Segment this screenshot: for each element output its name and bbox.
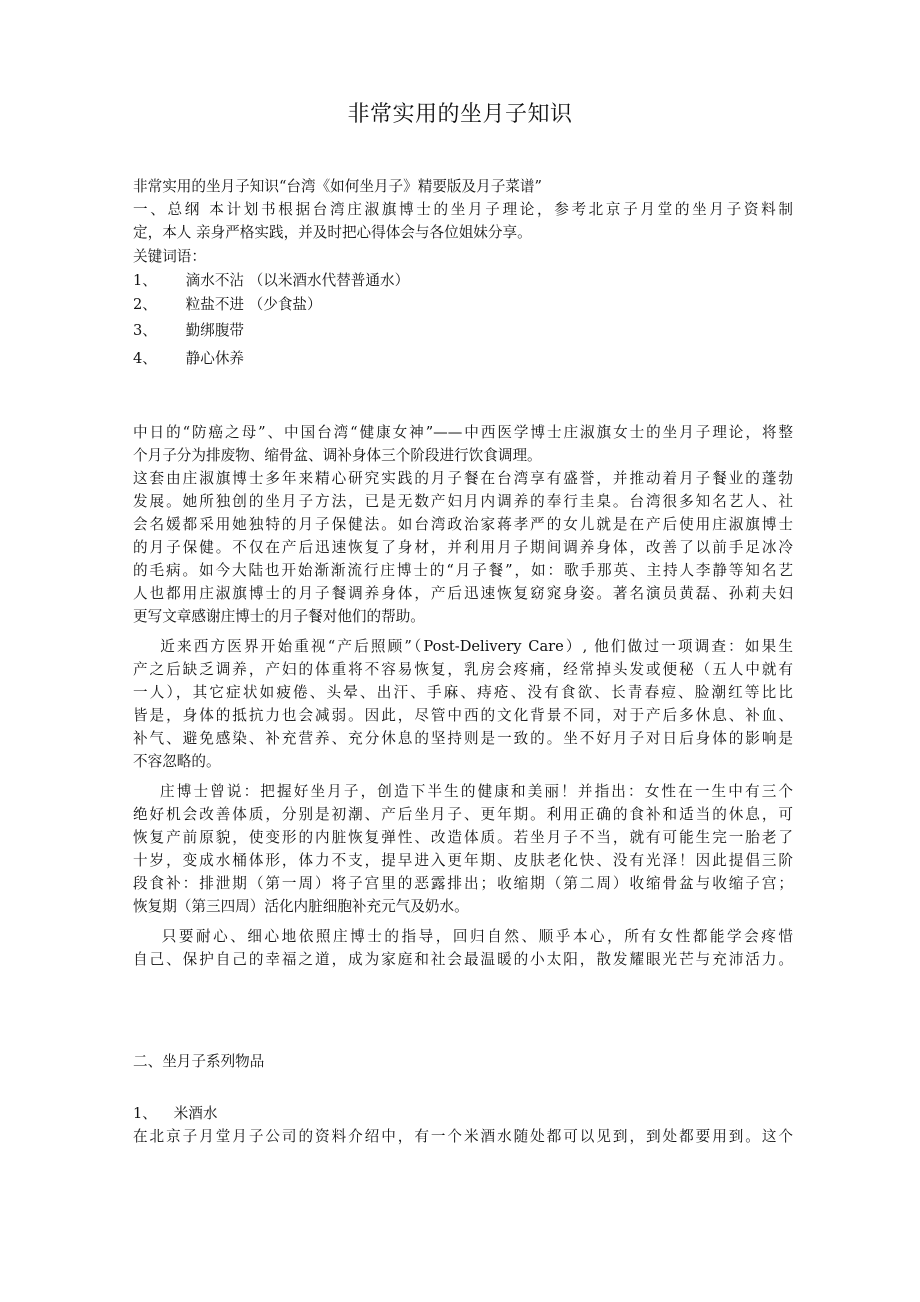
list-item	[133, 1103, 793, 1125]
item-title: 米酒水	[173, 1105, 218, 1122]
body-line: 个月子分为排废物、缩骨盆、调补身体三个阶段进行饮食调理。	[133, 447, 542, 464]
overview-line-2: 定，本人 亲身严格实践，并及时把心得体会与各位姐妹分享。	[133, 224, 532, 241]
keyword-item	[133, 294, 793, 316]
body-line: 的毛病。如今大陆也开始渐渐流行庄博士的“月子餐”，如：歌手那英、主持人李静等知名艺	[133, 562, 793, 579]
body-line: 只要耐心、细心地依照庄博士的指导，回归自然、顺乎本心，所有女性都能学会疼惜	[133, 928, 793, 945]
body-line: 更写文章感谢庄博士的月子餐对他们的帮助。	[133, 608, 425, 625]
body-line: 发展。她所独创的坐月子方法，已是无数产妇月内调养的奉行圭臬。台湾很多知名艺人、社	[133, 493, 793, 510]
keyword-number: 2、	[133, 296, 157, 313]
section-heading: 二、坐月子系列物品	[133, 1053, 265, 1070]
body-line: 段食补：排泄期（第一周）将子宫里的恶露排出；收缩期（第二周）收缩骨盆与收缩子宫；	[133, 875, 793, 892]
keyword-number: 1、	[133, 272, 157, 289]
body-line: 恢复期（第三四周）活化内脏细胞补充元气及奶水。	[133, 898, 469, 915]
keyword-text: 勤绑腹带	[185, 322, 245, 339]
body-line: 补气、避免感染、补充营养、充分休息的坚持则是一致的。坐不好月子对日后身体的影响是	[133, 730, 793, 747]
item-number: 1、	[133, 1105, 157, 1122]
body-line: 自己、保护自己的幸福之道，成为家庭和社会最温暖的小太阳，散发耀眼光芒与充沛活力。	[133, 951, 793, 968]
keyword-item	[133, 320, 793, 342]
body-line: 恢复产前原貌，使变形的内脏恢复弹性、改造体质。若坐月子不当，就有可能生完一胎老了	[133, 829, 793, 846]
body-line: 庄博士曾说：把握好坐月子，创造下半生的健康和美丽！并指出：女性在一生中有三个	[133, 783, 793, 800]
body-line: 的月子保健。不仅在产后迅速恢复了身材，并利用月子期间调养身体，改善了以前手足冰冷	[133, 539, 793, 556]
keyword-item	[133, 348, 793, 370]
body-line: 不容忽略的。	[133, 753, 221, 770]
body-line: 一人），其它症状如疲倦、头晕、出汗、手麻、痔疮、没有食欲、长青春痘、脸潮红等比比	[133, 684, 793, 701]
body-line: 在北京子月堂月子公司的资料介绍中，有一个米酒水随处都可以见到，到处都要用到。这个	[133, 1128, 793, 1145]
body-line: 十岁，变成水桶体形，体力不支，提早进入更年期、皮肤老化快、没有光泽！因此提倡三阶	[133, 852, 793, 869]
body-line: 人也都用庄淑旗博士的月子餐调养身体，产后迅速恢复窈窕身姿。著名演员黄磊、孙莉夫妇	[133, 585, 793, 602]
body-line: 这套由庄淑旗博士多年来精心研究实践的月子餐在台湾享有盛誉，并推动着月子餐业的蓬勃	[133, 470, 793, 487]
keyword-text: 粒盐不进 （少食盐）	[185, 296, 322, 313]
keyword-item	[133, 270, 793, 292]
body-line: 皆是，身体的抵抗力也会减弱。因此，尽管中西的文化背景不同，对于产后多休息、补血、	[133, 707, 793, 724]
subtitle-line: 非常实用的坐月子知识“台湾《如何坐月子》精要版及月子菜谱”	[133, 178, 542, 195]
body-line: 近来西方医界开始重视“产后照顾”（Post-Delivery Care）, 他们做过一项调查：如果生	[133, 638, 793, 655]
keyword-text: 静心休养	[185, 350, 245, 367]
keyword-text: 滴水不沾 （以米酒水代替普通水）	[185, 272, 410, 289]
body-line: 中日的“防癌之母”、中国台湾“健康女神”——中西医学博士庄淑旗女士的坐月子理论，将整	[133, 424, 793, 441]
overview-line-1: 一、总纲 本计划书根据台湾庄淑旗博士的坐月子理论，参考北京子月堂的坐月子资料制	[133, 201, 793, 218]
keyword-number: 4、	[133, 350, 157, 367]
body-line: 绝好机会改善体质，分别是初潮、产后坐月子、更年期。利用正确的食补和适当的休息，可	[133, 806, 793, 823]
keyword-number: 3、	[133, 322, 157, 339]
keywords-label: 关键词语：	[133, 248, 206, 265]
body-line: 会名媛都采用她独特的月子保健法。如台湾政治家蒋孝严的女儿就是在产后使用庄淑旗博士	[133, 516, 793, 533]
body-line: 产之后缺乏调养，产妇的体重将不容易恢复，乳房会疼痛，经常掉头发或便秘（五人中就有	[133, 661, 793, 678]
page-title: 非常实用的坐月子知识	[347, 102, 573, 127]
